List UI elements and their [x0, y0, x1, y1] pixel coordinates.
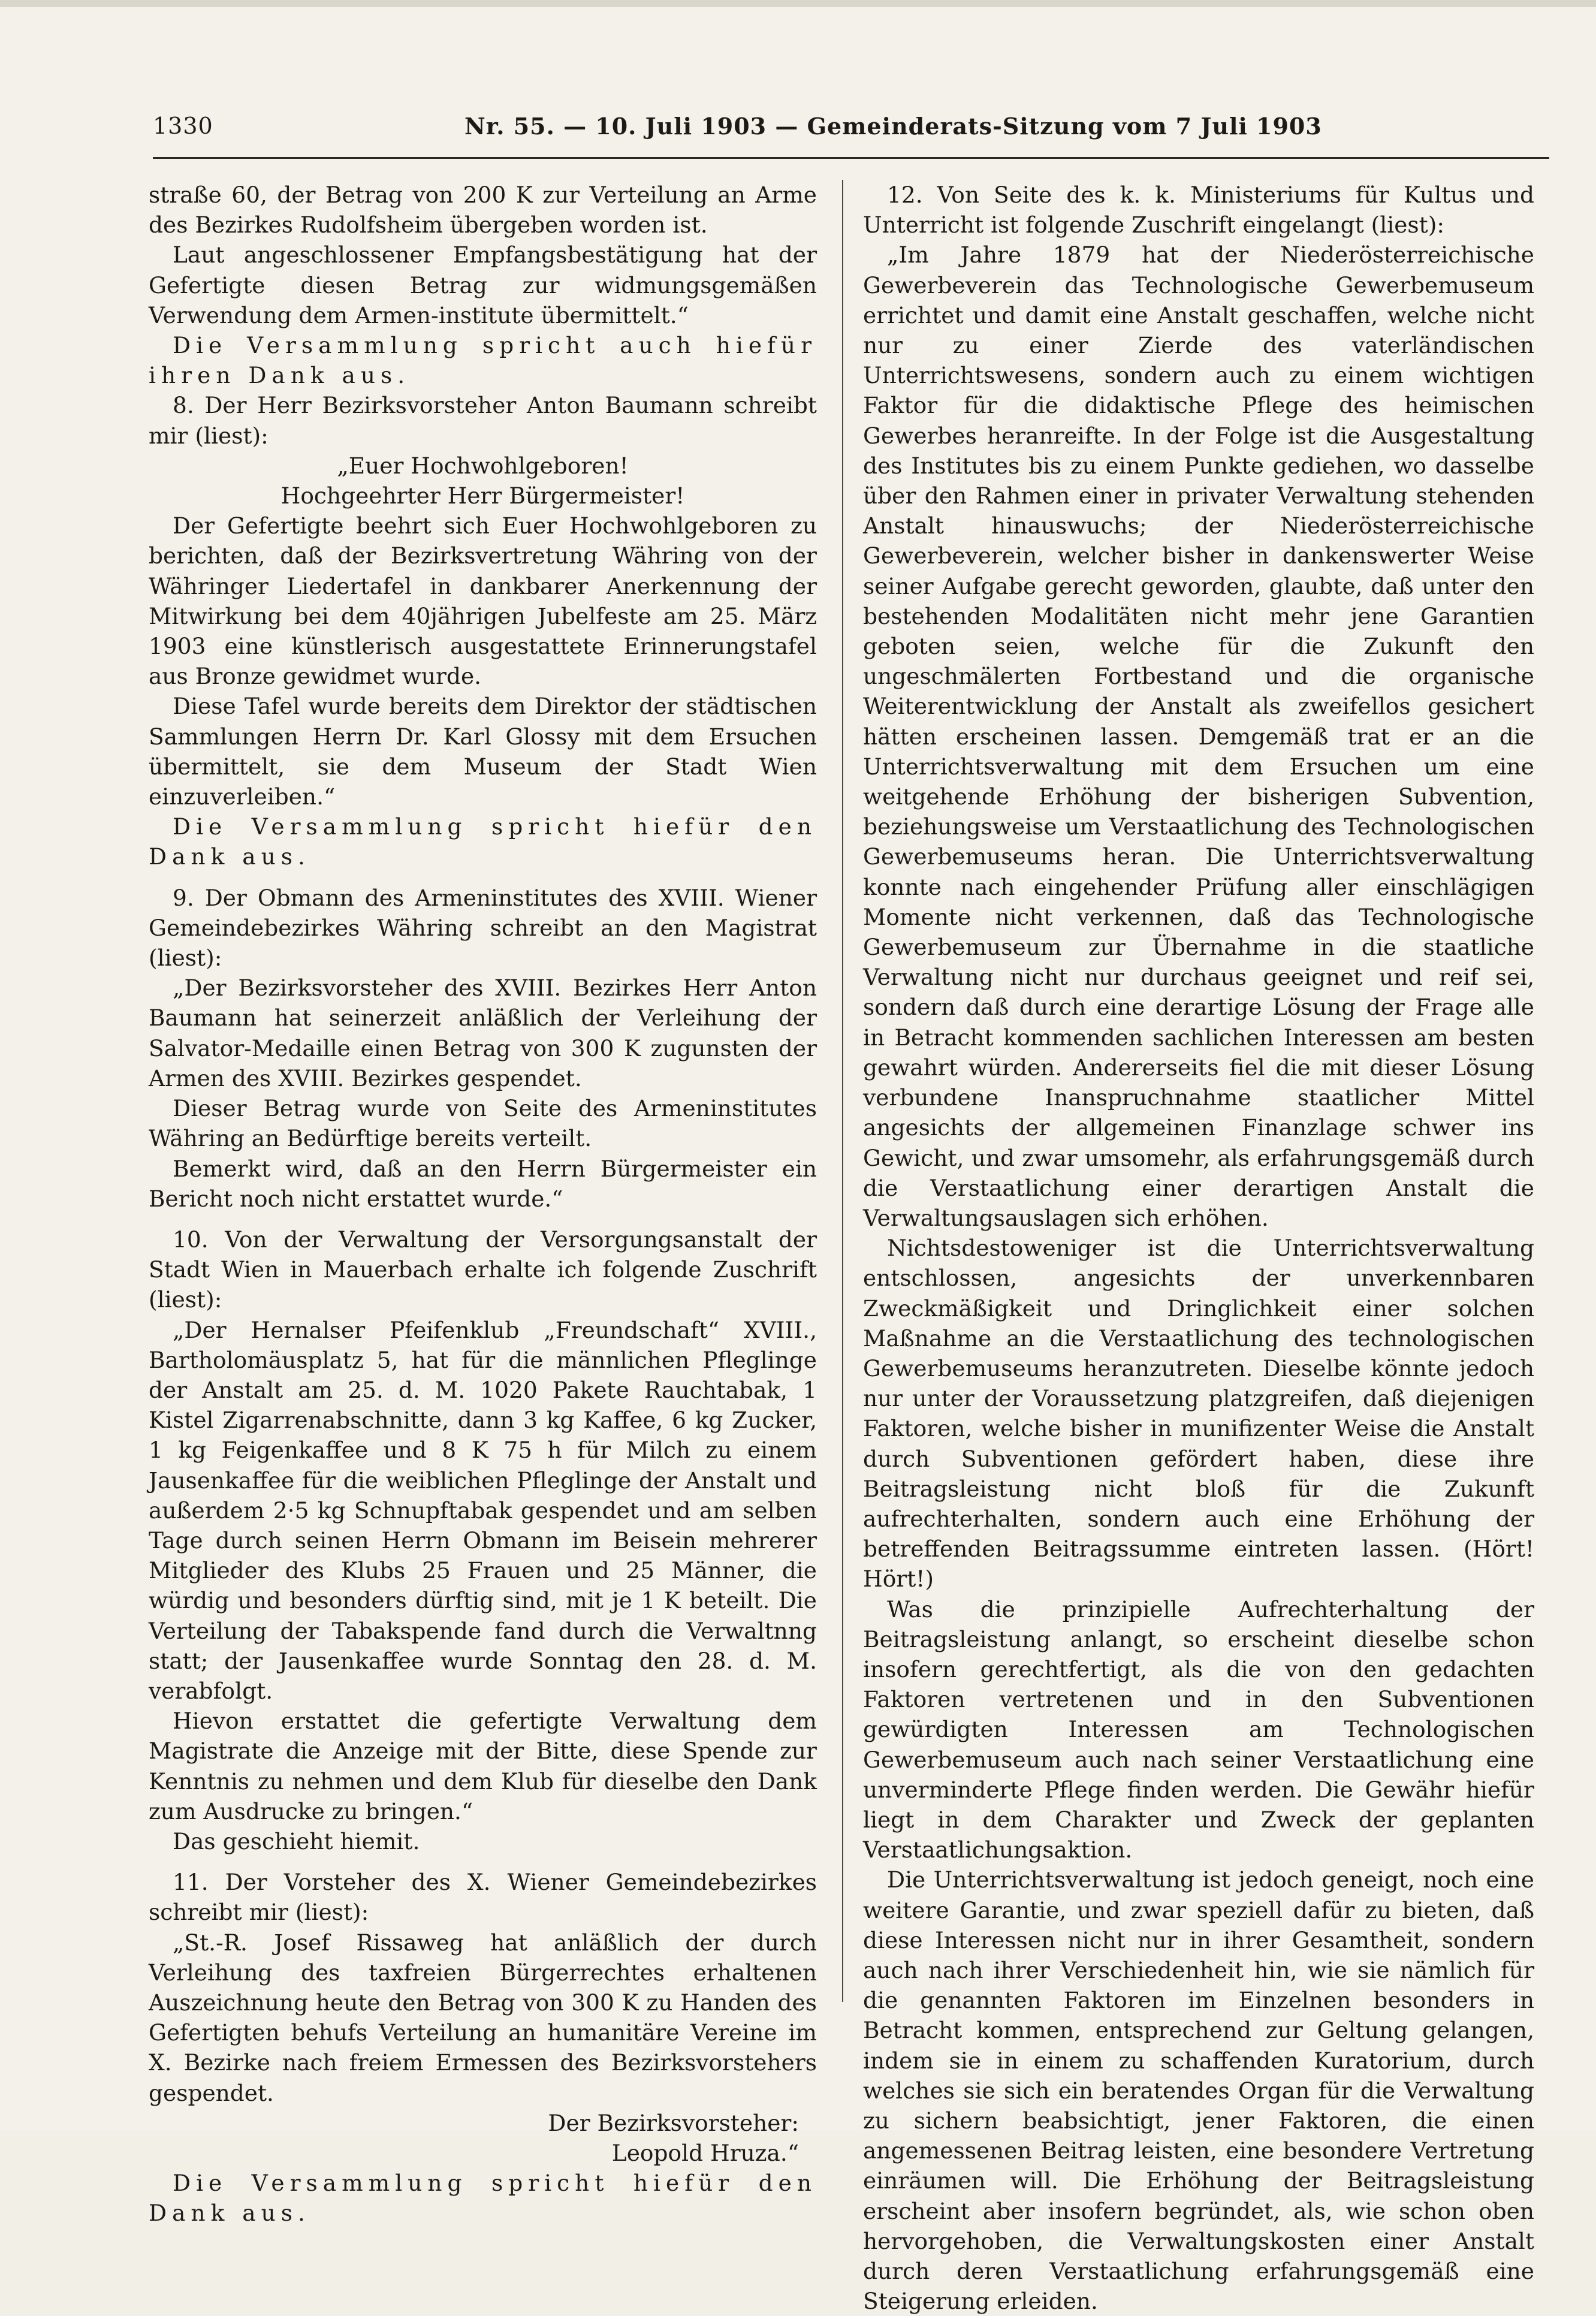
paragraph: Laut angeschlossener Empfangsbestätigung hat der Gefertigte diesen Betrag zur widmungsgemäßen Verwendung dem Armen-institute übermittelt.“ [149, 242, 817, 328]
paragraph: Hievon erstattet die gefertigte Verwaltung dem Magistrate die Anzeige mit der Bitte, diese Spende zur Kenntnis zu nehmen und dem Klub für dieselbe den Dank zum Ausdrucke zu bringen.“ [149, 1708, 817, 1825]
page-number: 1330 [153, 113, 213, 139]
paragraph: Der Bezirksvorsteher: [548, 2109, 799, 2136]
paragraph: Was die prinzipielle Aufrechterhaltung der Beitragsleistung anlangt, so erscheint dieselbe schon insofern gerechtfertigt, als die von den gedachten Faktoren vertretenen und in den Subventionen gewürdigten Interessen am Technologischen Gewerbemuseum auch nach seiner Verstaatlichung eine unverminderte Pflege finden werden. Die Gewähr hiefür liegt in dem Charakter und Zweck der geplanten Verstaatlichungsaktion. [863, 1596, 1534, 1863]
paragraph: Der Gefertigte beehrt sich Euer Hochwohlgeboren zu berichten, daß der Bezirksvertretung Währing von der Währinger Liedertafel in dankbarer Anerkennung der Mitwirkung bei dem 40jährigen Jubelfeste am 25. März 1903 eine künstlerisch ausgestattete Erinnerungstafel aus Bronze gewidmet wurde. [149, 512, 817, 690]
page-header [153, 107, 1525, 149]
column-divider [842, 180, 843, 2002]
paragraph: 12. Von Seite des k. k. Ministeriums für Kultus und Unterricht ist folgende Zuschrift eingelangt (liest): [863, 182, 1534, 239]
paragraph: 8. Der Herr Bezirksvorsteher Anton Baumann schreibt mir (liest): [149, 392, 817, 449]
paragraph: Leopold Hruza.“ [611, 2140, 799, 2166]
paragraph: Hochgeehrter Herr Bürgermeister! [280, 482, 685, 509]
running-title: Nr. 55. — 10. Juli 1903 — Gemeinderats-Sitzung vom 7 Juli 1903 [464, 113, 1322, 140]
paragraph: 9. Der Obmann des Armeninstitutes des XVIII. Wiener Gemeindebezirkes Währing schreibt an den Magistrat (liest): [149, 884, 817, 972]
paragraph: Die Versammlung spricht auch hiefür ihren Dank aus. [149, 332, 817, 389]
scan-edge [0, 0, 1596, 7]
paragraph: 10. Von der Verwaltung der Versorgungsanstalt der Stadt Wien in Mauerbach erhalte ich folgende Zuschrift (liest): [149, 1226, 817, 1313]
paragraph: „Der Bezirksvorsteher des XVIII. Bezirkes Herr Anton Baumann hat seinerzeit anläßlich der Verleihung der Salvator-Medaille einen Betrag von 300 K zugunsten der Armen des XVIII. Bezirkes gespendet. [149, 975, 817, 1091]
header-rule [153, 157, 1549, 159]
paragraph: Das geschieht hiemit. [173, 1828, 420, 1854]
paragraph: „Der Hernalser Pfeifenklub „Freundschaft“ XVIII., Bartholomäusplatz 5, hat für die männlichen Pfleglinge der Anstalt am 25. d. M. 1020 Pakete Rauchtabak, 1 Kistel Zigarrenabschnitte, dann 3 kg Kaffee, 6 kg Zucker, 1 kg Feigenkaffee und 8 K 75 h für Milch zu einem Jausenkaffee für die weiblichen Pfleglinge der Anstalt und außerdem 2·5 kg Schnupftabak gespendet und am selben Tage durch seinen Herrn Obmann im Beisein mehrerer Mitglieder des Klubs 25 Frauen und 25 Männer, die würdig und besonders dürftig sind, mit je 1 K beteilt. Die Verteilung der Tabakspende fand durch die Verwaltnng statt; der Jausenkaffee wurde Sonntag den 28. d. M. verabfolgt. [149, 1316, 817, 1704]
paragraph: Die Versammlung spricht hiefür den Dank aus. [149, 2170, 817, 2227]
paragraph: „Im Jahre 1879 hat der Niederösterreichische Gewerbeverein das Technologische Gewerbemuseum errichtet und damit eine Anstalt geschaffen, welche nicht nur zu einer Zierde des vaterländischen Unterrichtswesens, sondern auch zu einem wichtigen Faktor für die didaktische Pflege des heimischen Gewerbes heranreifte. In der Folge ist die Ausgestaltung des Institutes bis zu einem Punkte gediehen, wo dasselbe über den Rahmen einer in privater Verwaltung stehenden Anstalt hinauswuchs; der Niederösterreichische Gewerbeverein, welcher bisher in dankenswerter Weise seiner Aufgabe gerecht geworden, glaubte, daß unter den bestehenden Modalitäten nicht mehr jene Garantien geboten seien, welche für die Zukunft den ungeschmälerten Fortbestand und die organische Weiterentwicklung der Anstalt als zweifellos gesichert hätten erscheinen lassen. Demgemäß trat er an die Unterrichtsverwaltung mit dem Ersuchen um eine weitgehende Erhöhung der bisherigen Subvention, beziehungsweise um Verstaatlichung des Technologischen Gewerbemuseums heran. Die Unterrichtsverwaltung konnte nach eingehender Prüfung aller einschlägigen Momente nicht verkennen, daß das Technologische Gewerbemuseum zur Übernahme in die staatliche Verwaltung nicht nur durchaus geeignet und reif sei, sondern daß durch eine derartige Lösung der Frage alle in Betracht kommenden sachlichen Interessen am besten gewahrt würden. Andererseits fiel die mit dieser Lösung verbundene Inanspruchnahme staatlicher Mittel angesichts der allgemeinen Finanzlage schwer ins Gewicht, und zwar umsomehr, als erfahrungsgemäß durch die Verstaatlichung einer derartigen Anstalt die Verwaltungsauslagen sich erhöhen. [863, 242, 1534, 1231]
paragraph: Die Unterrichtsverwaltung ist jedoch geneigt, noch eine weitere Garantie, und zwar speziell dafür zu bieten, daß diese Interessen nicht nur in ihrer Gesamtheit, sondern auch nach ihrer Verschiedenheit hin, wie sie nämlich für die genannten Faktoren im Einzelnen besonders in Betracht kommen, entsprechend zur Geltung gelangen, indem sie in einem zu schaffenden Kuratorium, durch welches sie sich ein beratendes Organ für die Verwaltung zu sichern beabsichtigt, jener Faktoren, die einen angemessenen Beitrag leisten, eine besondere Vertretung einräumen will. Die Erhöhung der Beitragsleistung erscheint aber insofern begründet, als, wie schon oben hervorgehoben, die Verwaltungskosten einer Anstalt durch deren Verstaatlichung erfahrungsgemäß eine Steigerung erleiden. [863, 1866, 1534, 2315]
paragraph: „Euer Hochwohlgeboren! [337, 452, 629, 479]
paragraph: Bemerkt wird, daß an den Herrn Bürgermeister ein Bericht noch nicht erstattet wurde.“ [149, 1155, 817, 1212]
paragraph: Die Versammlung spricht hiefür den Dank aus. [149, 813, 817, 870]
right-column [863, 180, 1534, 2316]
paragraph: „St.-R. Josef Rissaweg hat anläßlich der durch Verleihung des taxfreien Bürgerrechtes erhaltenen Auszeichnung heute den Betrag von 300 K zu Handen des Gefertigten behufs Verteilung an humanitäre Vereine im X. Bezirke nach freiem Ermessen des Bezirksvorstehers gespendet. [149, 1929, 817, 2106]
paragraph: Dieser Betrag wurde von Seite des Armeninstitutes Währing an Bedürftige bereits verteilt. [149, 1095, 817, 1152]
paragraph: straße 60, der Betrag von 200 K zur Verteilung an Arme des Bezirkes Rudolfsheim übergeben worden ist. [149, 182, 817, 239]
paragraph: 11. Der Vorsteher des X. Wiener Gemeindebezirkes schreibt mir (liest): [149, 1869, 817, 1926]
paragraph: Diese Tafel wurde bereits dem Direktor der städtischen Sammlungen Herrn Dr. Karl Glossy mit dem Ersuchen übermittelt, sie dem Museum der Stadt Wien einzuverleiben.“ [149, 693, 817, 810]
left-column [149, 180, 817, 2228]
paragraph: Nichtsdestoweniger ist die Unterrichtsverwaltung entschlossen, angesichts der unverkennbaren Zweckmäßigkeit und Dringlichkeit einer solchen Maßnahme an die Verstaatlichung des technologischen Gewerbemuseums heranzutreten. Dieselbe könnte jedoch nur unter der Voraussetzung platzgreifen, daß diejenigen Faktoren, welche bisher in munifizenter Weise die Anstalt durch Subventionen gefördert haben, diese ihre Beitragsleistung nicht bloß für die Zukunft aufrechterhalten, sondern auch eine Erhöhung der betreffenden Beitragssumme eintreten lassen. (Hört! Hört!) [863, 1235, 1534, 1593]
